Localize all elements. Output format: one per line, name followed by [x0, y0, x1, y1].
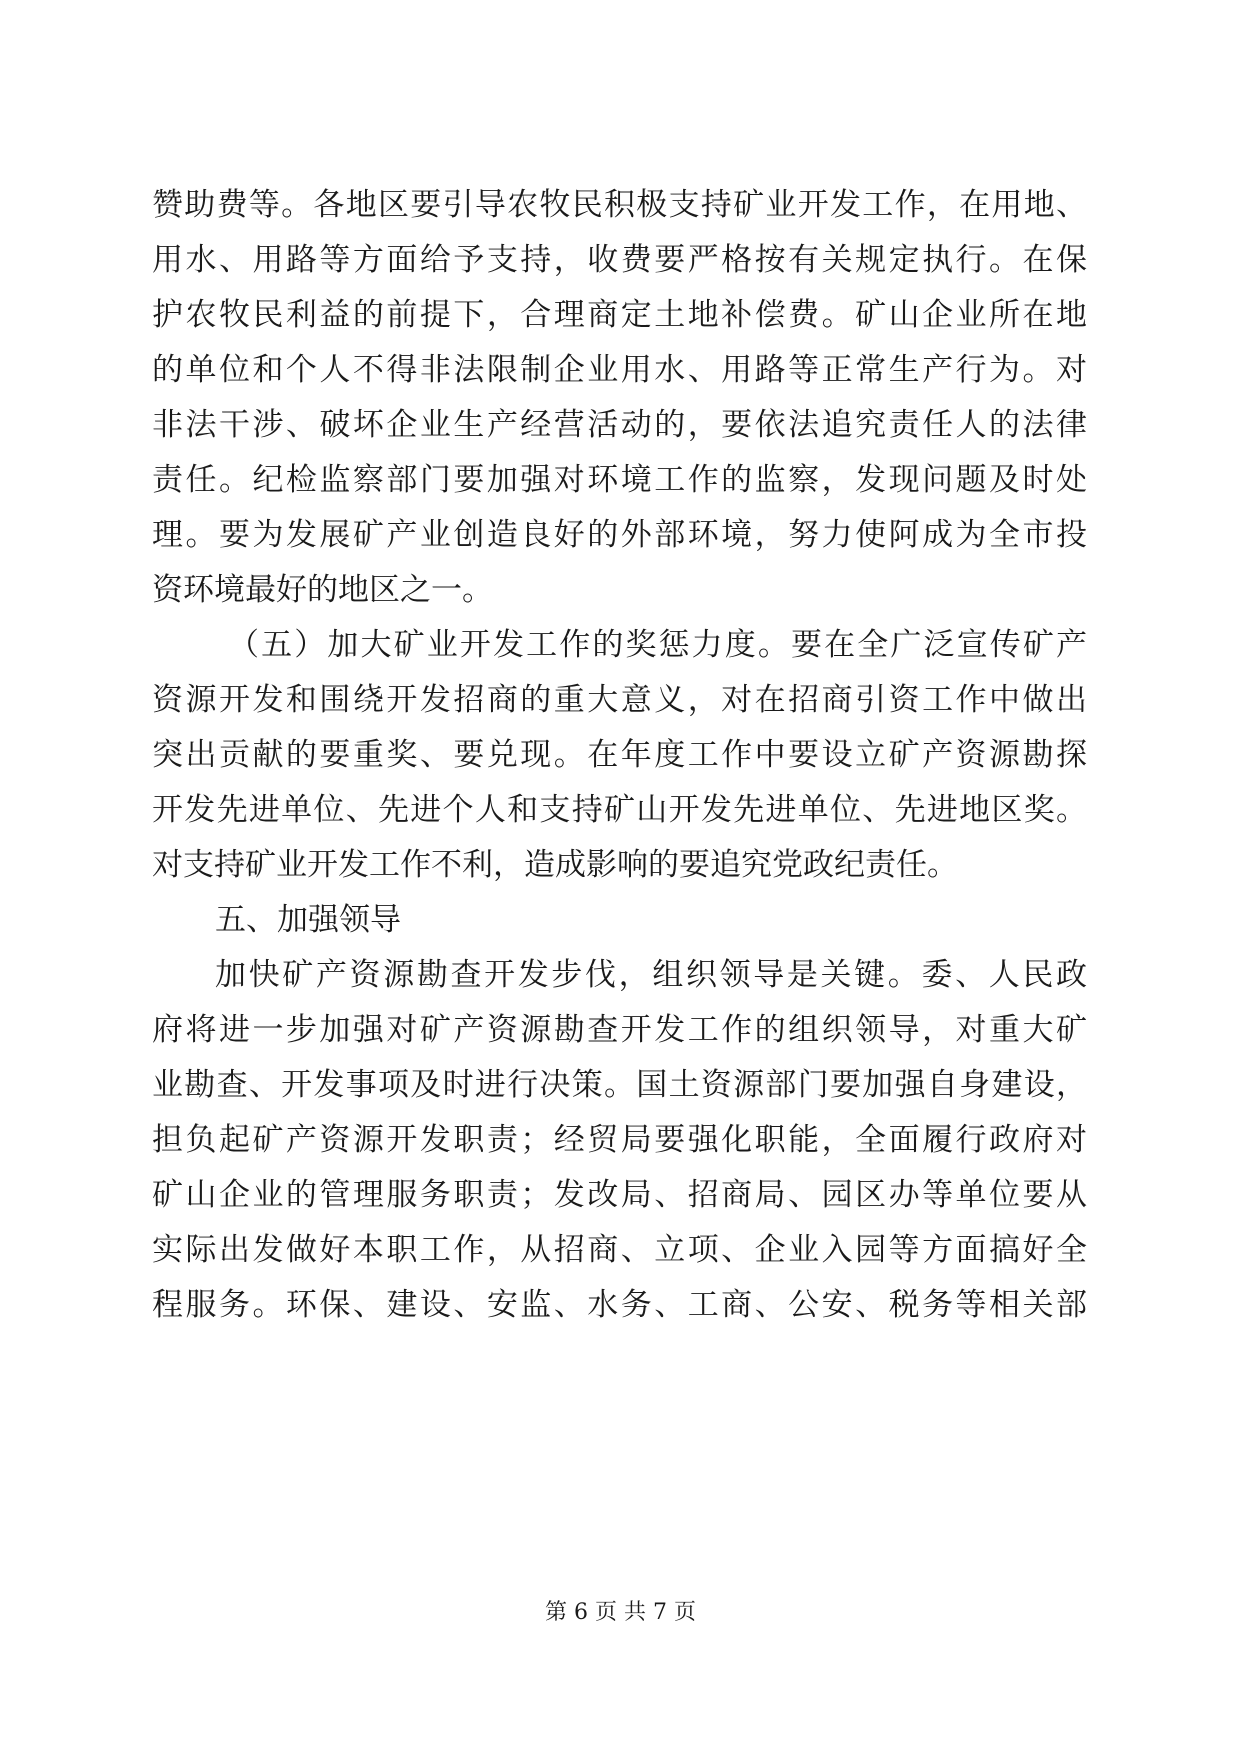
section-heading: 五、加强领导	[215, 902, 401, 938]
text-line: 理。要为发展矿产业创造良好的外部环境，努力使阿成为全市投	[152, 517, 1087, 553]
text-line: 矿山企业的管理服务职责；发改局、招商局、园区办等单位要从	[152, 1177, 1087, 1213]
text-line: 府将进一步加强对矿产资源勘查开发工作的组织领导，对重大矿	[152, 1012, 1087, 1048]
text-line: 突出贡献的要重奖、要兑现。在年度工作中要设立矿产资源勘探	[152, 737, 1087, 773]
text-line: 对支持矿业开发工作不利，造成影响的要追究党政纪责任。	[152, 847, 958, 883]
text-line: 程服务。环保、建设、安监、水务、工商、公安、税务等相关部	[152, 1287, 1087, 1323]
text-line: 开发先进单位、先进个人和支持矿山开发先进单位、先进地区奖。	[152, 792, 1087, 828]
text-line: 用水、用路等方面给予支持，收费要严格按有关规定执行。在保	[152, 242, 1087, 278]
text-line: （五）加大矿业开发工作的奖惩力度。要在全广泛宣传矿产	[228, 627, 1087, 663]
text-line: 担负起矿产资源开发职责；经贸局要强化职能，全面履行政府对	[152, 1122, 1087, 1158]
text-line: 实际出发做好本职工作，从招商、立项、企业入园等方面搞好全	[152, 1232, 1087, 1268]
text-line: 赞助费等。各地区要引导农牧民积极支持矿业开发工作，在用地、	[152, 187, 1087, 223]
text-line: 责任。纪检监察部门要加强对环境工作的监察，发现问题及时处	[152, 462, 1087, 498]
text-line: 业勘查、开发事项及时进行决策。国土资源部门要加强自身建设，	[152, 1067, 1087, 1103]
text-line: 资环境最好的地区之一。	[152, 572, 493, 608]
text-line: 加快矿产资源勘查开发步伐，组织领导是关键。委、人民政	[215, 957, 1087, 993]
page-number: 第 6 页 共 7 页	[545, 1600, 696, 1625]
text-line: 的单位和个人不得非法限制企业用水、用路等正常生产行为。对	[152, 352, 1087, 388]
text-line: 护农牧民利益的前提下，合理商定土地补偿费。矿山企业所在地	[152, 297, 1087, 333]
text-line: 资源开发和围绕开发招商的重大意义，对在招商引资工作中做出	[152, 682, 1087, 718]
text-line: 非法干涉、破坏企业生产经营活动的，要依法追究责任人的法律	[152, 407, 1087, 443]
